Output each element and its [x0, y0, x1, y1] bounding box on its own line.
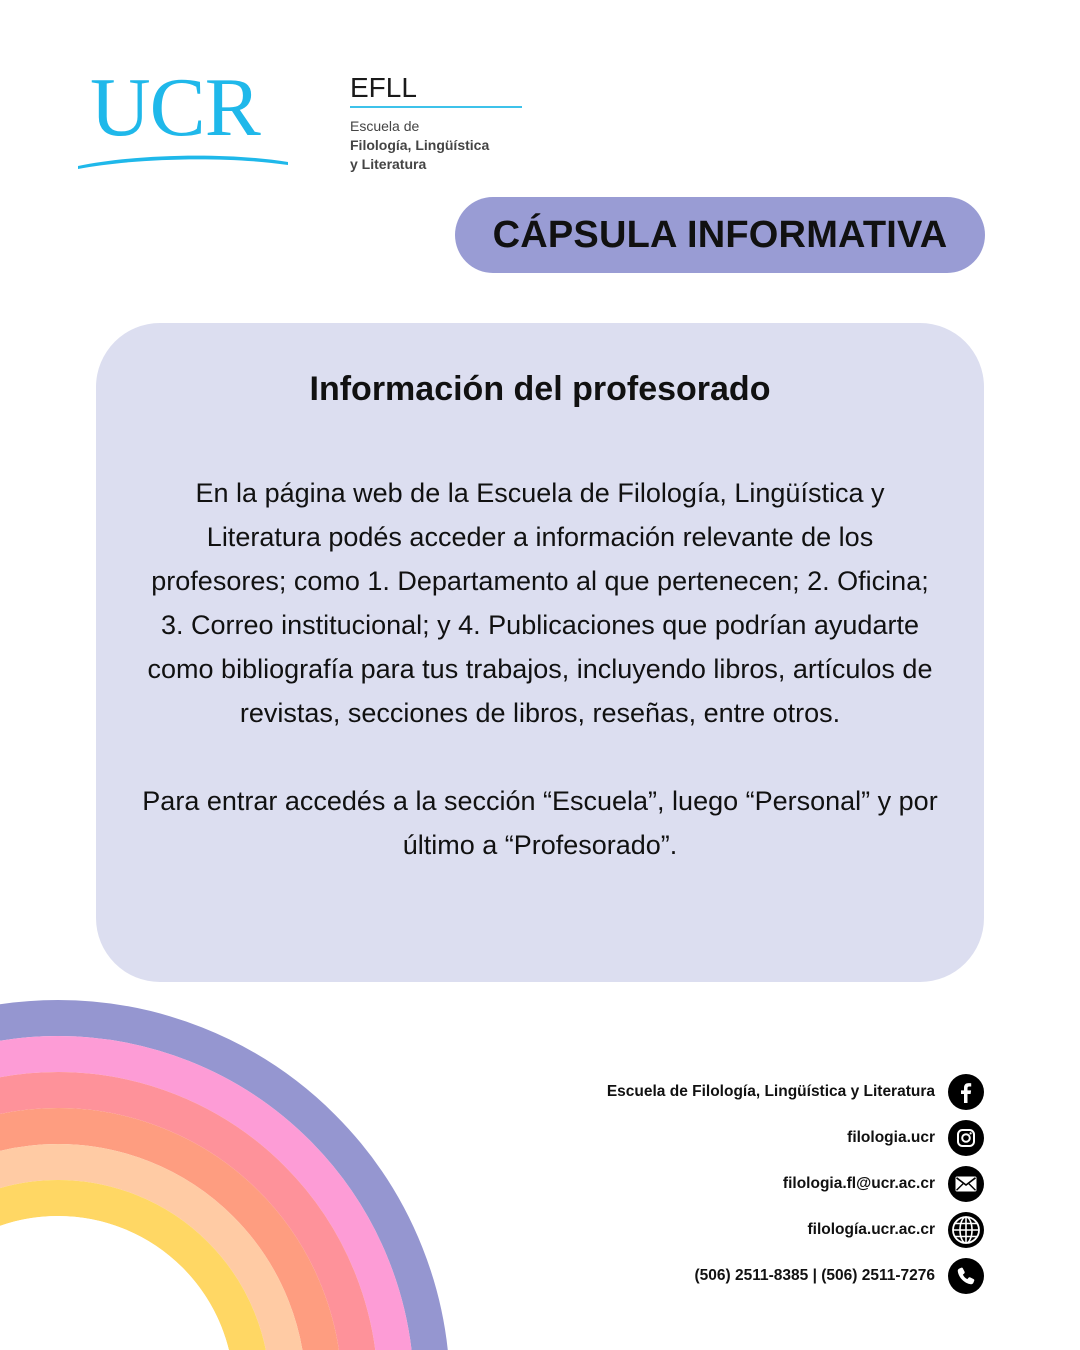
- globe-icon[interactable]: [948, 1212, 984, 1248]
- efll-title: EFLL: [350, 74, 522, 108]
- phone-icon[interactable]: [948, 1258, 984, 1294]
- contact-facebook-text: Escuela de Filología, Lingüística y Literatura: [606, 1083, 935, 1100]
- rainbow-decoration: [0, 1000, 460, 1350]
- card-paragraph-1: En la página web de la Escuela de Filología, Lingüística y Literatura podés acceder a información relevante de los profesores; como 1. Departamento al que pertenecen; 2. Oficina; 3. Correo institucional; y 4. Publicaciones que podrían ayudarte como bibliografía para tus trabajos, incluyendo libros, artículos de revistas, secciones de libros, reseñas, entre otros.: [147, 478, 933, 728]
- contact-website[interactable]: [607, 1212, 984, 1248]
- contact-website-text: filología.ucr.ac.cr: [807, 1221, 935, 1238]
- contact-instagram[interactable]: [607, 1120, 984, 1156]
- card-paragraph-2: Para entrar accedés a la sección “Escuela”, luego “Personal” y por último a “Profesorado”.: [142, 786, 938, 860]
- efll-subtitle-line3: y Literatura: [350, 156, 427, 172]
- contact-email-text: filologia.fl@ucr.ac.cr: [782, 1175, 935, 1192]
- contact-list: [607, 1074, 984, 1304]
- ucr-swoosh-graphic: [76, 136, 290, 170]
- contact-facebook[interactable]: [607, 1074, 984, 1110]
- efll-subtitle-line2: Filología, Lingüística: [350, 137, 490, 153]
- card-body: [140, 471, 940, 867]
- contact-phone[interactable]: [607, 1258, 984, 1294]
- info-card: [96, 323, 984, 982]
- contact-email[interactable]: [607, 1166, 984, 1202]
- facebook-icon[interactable]: [948, 1074, 984, 1110]
- efll-logo: [350, 74, 522, 174]
- contact-instagram-text: filologia.ucr: [847, 1129, 935, 1146]
- efll-subtitle-line1: Escuela de: [350, 118, 420, 134]
- ucr-logo-text: UCR: [90, 61, 260, 154]
- card-title: Información del profesorado: [309, 370, 771, 408]
- email-icon[interactable]: [948, 1166, 984, 1202]
- instagram-icon[interactable]: [948, 1120, 984, 1156]
- capsule-badge: CÁPSULA INFORMATIVA: [455, 197, 985, 273]
- ucr-logo: [76, 61, 290, 170]
- efll-subtitle: [350, 117, 522, 174]
- contact-phone-text: (506) 2511-8385 | (506) 2511-7276: [694, 1267, 935, 1284]
